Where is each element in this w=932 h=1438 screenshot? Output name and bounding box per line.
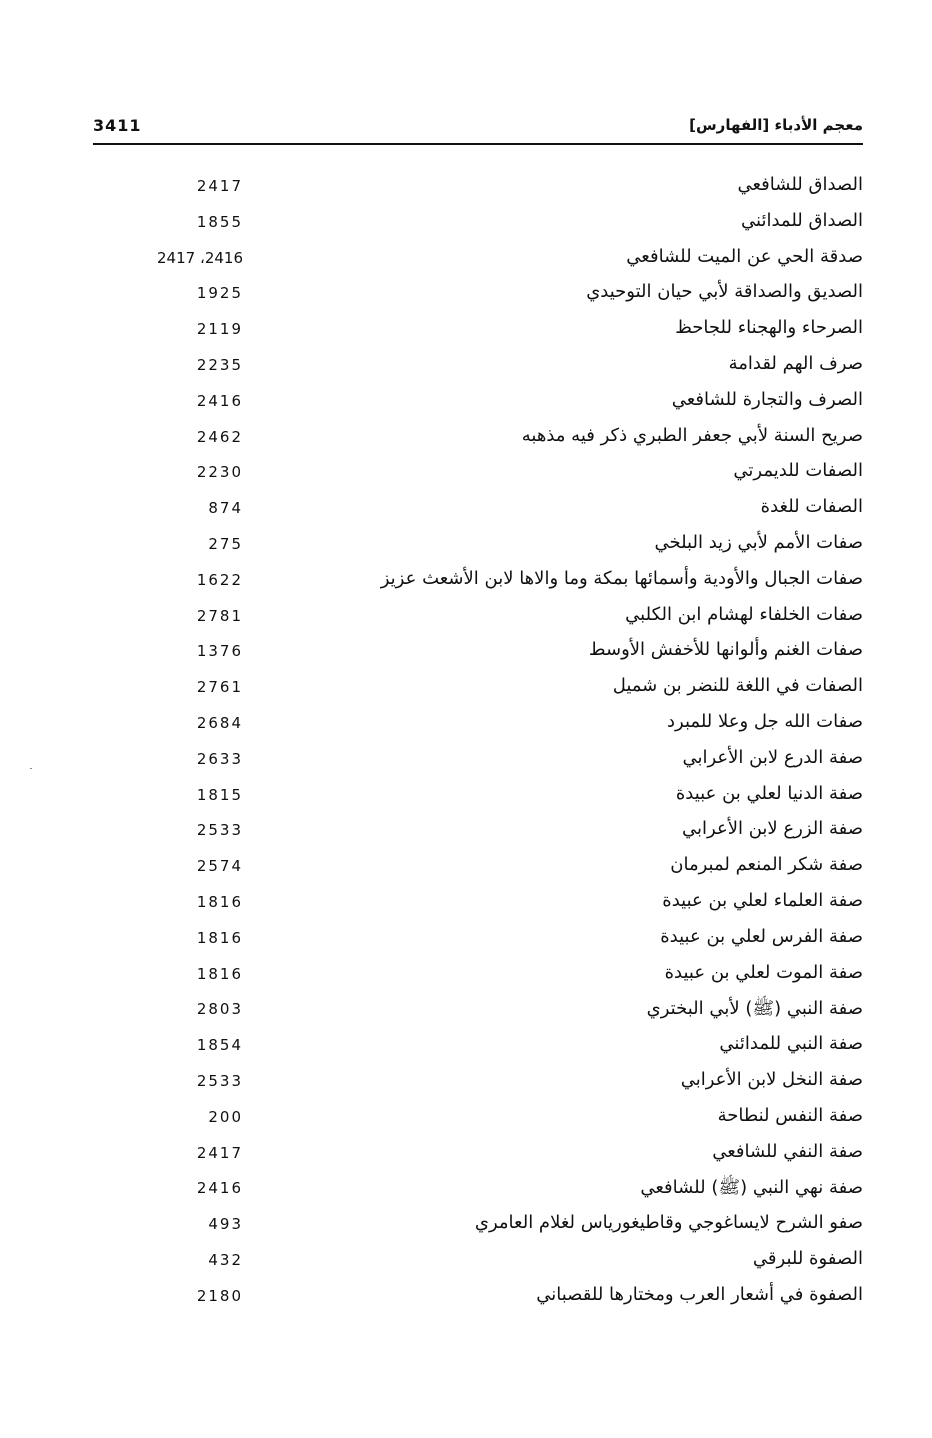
entry-title: صفة شكر المنعم لمبرمان	[670, 854, 863, 876]
entry-pages: 200	[208, 1107, 243, 1126]
entry-pages: 2781	[196, 606, 243, 625]
entry-title: الصداق للشافعي	[737, 174, 863, 195]
index-entry	[93, 530, 863, 566]
entry-pages: 2533	[196, 821, 243, 840]
entry-title: صفة نهي النبي (ﷺ) للشافعي	[640, 1177, 863, 1199]
entry-pages: 2417	[196, 177, 243, 195]
index-entry	[93, 960, 863, 996]
index-entry	[93, 315, 863, 351]
index-entry	[93, 1031, 863, 1067]
index-entry	[93, 637, 863, 673]
entry-title: صفة النبي للمدائني	[719, 1033, 863, 1055]
entry-pages: 1925	[196, 284, 243, 303]
index-entry	[93, 1103, 863, 1139]
index-entry	[93, 852, 863, 888]
page-header	[93, 116, 863, 144]
entry-title: صفو الشرح لايساغوجي وقاطيغورياس لغلام العامري	[474, 1212, 863, 1234]
index-entry	[93, 602, 863, 638]
index-entry	[93, 1067, 863, 1103]
index-entry	[93, 888, 863, 924]
index-list	[93, 172, 863, 1318]
header-rule	[93, 143, 863, 145]
entry-pages: 1622	[196, 570, 243, 589]
entry-title: صفات الأمم لأبي زيد البلخي	[654, 531, 863, 553]
entry-title: صفة الزرع لابن الأعرابي	[682, 818, 863, 840]
index-entry	[93, 387, 863, 423]
entry-title: صفة الدنيا لعلي بن عبيدة	[675, 782, 863, 804]
index-entry	[93, 172, 863, 208]
entry-pages: 874	[208, 499, 243, 518]
entry-title: صفة الموت لعلي بن عبيدة	[664, 961, 863, 983]
index-entry	[93, 781, 863, 817]
entry-title: صرف الهم لقدامة	[728, 352, 863, 374]
page-number: 3411	[93, 116, 142, 135]
entry-pages: 2416	[196, 391, 243, 410]
entry-title: الصرف والتجارة للشافعي	[671, 388, 863, 410]
margin-mark	[30, 768, 32, 769]
entry-pages: 1855	[196, 212, 243, 231]
entry-pages: 2761	[196, 678, 243, 697]
entry-pages: 2684	[196, 713, 243, 732]
entry-pages: 2416، 2417	[157, 248, 243, 267]
entry-title: صفة النبي (ﷺ) لأبي البختري	[646, 998, 863, 1020]
index-entry	[93, 494, 863, 530]
entry-title: الصفوة في أشعار العرب ومختارها للقصباني	[536, 1283, 863, 1305]
entry-pages: 2180	[196, 1286, 243, 1305]
entry-title: صفة النفي للشافعي	[712, 1140, 863, 1162]
entry-pages: 493	[208, 1215, 243, 1234]
index-entry	[93, 1139, 863, 1175]
entry-pages: 2533	[196, 1071, 243, 1090]
entry-title: الصفات للغدة	[760, 496, 863, 518]
index-entry	[93, 1210, 863, 1246]
entry-title: صفة العلماء لعلي بن عبيدة	[662, 889, 863, 911]
index-entry	[93, 1174, 863, 1210]
index-entry	[93, 816, 863, 852]
entry-title: الصفات للديمرتي	[733, 460, 863, 482]
index-entry	[93, 709, 863, 745]
entry-title: صفات الجبال والأودية وأسمائها بمكة وما والاها لابن الأشعث عزيز	[380, 567, 863, 589]
entry-pages: 2574	[196, 857, 243, 876]
entry-pages: 1816	[196, 964, 243, 983]
index-entry	[93, 351, 863, 387]
entry-title: صفات الله جل وعلا للمبرد	[667, 710, 863, 732]
entry-pages: 2230	[196, 463, 243, 482]
index-entry	[93, 673, 863, 709]
entry-pages: 1376	[196, 642, 243, 661]
index-entry	[93, 1282, 863, 1318]
index-entry	[93, 566, 863, 602]
entry-pages: 1816	[196, 928, 243, 947]
entry-title: صفة الدرع لابن الأعرابي	[682, 746, 863, 768]
entry-pages: 432	[208, 1250, 243, 1269]
entry-title: صدقة الحي عن الميت للشافعي	[626, 245, 863, 267]
entry-pages: 1815	[196, 785, 243, 804]
entry-pages: 2417	[196, 1143, 243, 1162]
entry-pages: 2416	[196, 1179, 243, 1198]
entry-pages: 275	[208, 534, 243, 553]
entry-title: صفة الفرس لعلي بن عبيدة	[660, 925, 863, 947]
entry-pages: 2462	[196, 427, 243, 446]
entry-pages: 2235	[196, 355, 243, 374]
index-entry	[93, 924, 863, 960]
entry-title: صريح السنة لأبي جعفر الطبري ذكر فيه مذهبه	[521, 424, 863, 446]
entry-title: صفة النخل لابن الأعرابي	[680, 1068, 863, 1090]
running-title: معجم الأدباء [الفهارس]	[689, 116, 863, 134]
entry-title: الصفوة للبرقي	[752, 1247, 863, 1269]
entry-pages: 2633	[196, 749, 243, 768]
entry-title: صفات الخلفاء لهشام ابن الكلبي	[625, 603, 863, 625]
entry-pages: 1816	[196, 892, 243, 911]
index-entry	[93, 208, 863, 244]
entry-title: صفات الغنم وألوانها للأخفش الأوسط	[588, 639, 863, 661]
entry-title: الصرحاء والهجناء للجاحظ	[675, 317, 863, 339]
index-entry	[93, 745, 863, 781]
index-entry	[93, 995, 863, 1031]
entry-title: الصديق والصداقة لأبي حيان التوحيدي	[586, 281, 863, 303]
entry-pages: 1854	[196, 1036, 243, 1055]
index-entry	[93, 1246, 863, 1282]
entry-title: الصداق للمدائني	[741, 209, 863, 231]
index-entry	[93, 423, 863, 459]
entry-pages: 2119	[196, 320, 243, 339]
index-entry	[93, 458, 863, 494]
index-entry	[93, 244, 863, 280]
entry-title: الصفات في اللغة للنضر بن شميل	[612, 675, 863, 697]
entry-title: صفة النفس لنطاحة	[717, 1104, 863, 1126]
index-entry	[93, 279, 863, 315]
entry-pages: 2803	[196, 1000, 243, 1019]
